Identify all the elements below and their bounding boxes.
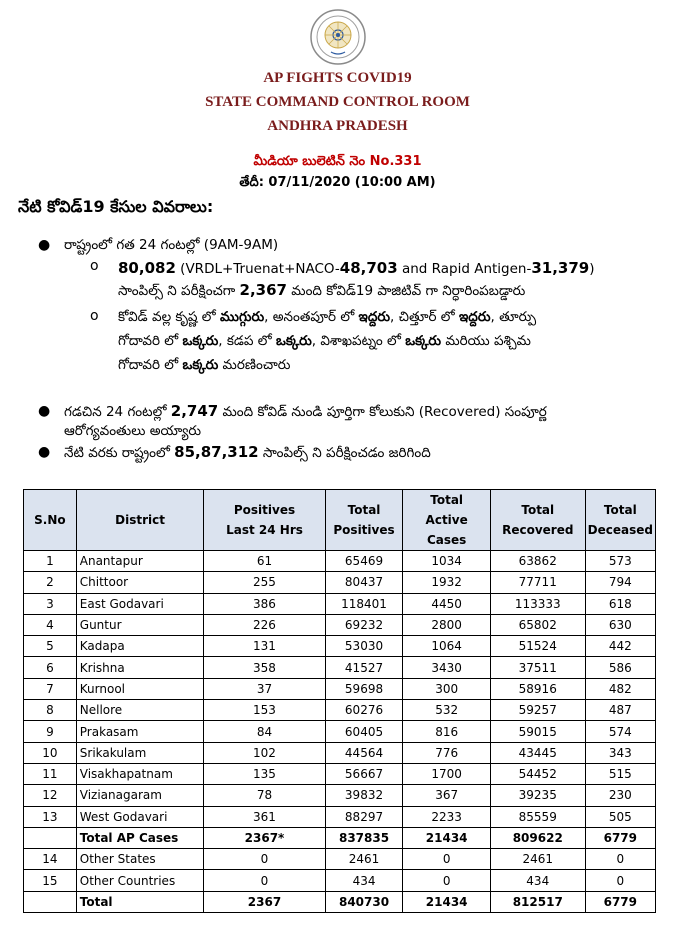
cell-sno: 7	[24, 678, 77, 699]
cell-recovered: 2461	[490, 849, 585, 870]
cell-sno	[24, 891, 77, 912]
total-samples-line	[64, 442, 431, 463]
cell-active-cases: 532	[403, 700, 490, 721]
cell-positives-24h: 0	[204, 849, 325, 870]
deaths-line-3	[118, 355, 290, 375]
cell-active-cases: 816	[403, 721, 490, 742]
header-deceased: Total Deceased	[585, 490, 655, 551]
cell-district: Other States	[76, 849, 204, 870]
cell-deceased: 482	[585, 678, 655, 699]
cell-recovered: 85559	[490, 806, 585, 827]
header-active-cases: Total Active Cases	[403, 490, 490, 551]
header-recovered: Total Recovered	[490, 490, 585, 551]
cell-active-cases: 1932	[403, 572, 490, 593]
cell-deceased: 6779	[585, 891, 655, 912]
recovered-text: మంది కోవిడ్ నుండి పూర్తిగా కోలుకుని (Recovered) సంపూర్ణ	[218, 404, 547, 420]
cell-active-cases: 1700	[403, 763, 490, 784]
deaths-text: మరణించారు	[218, 357, 291, 373]
deaths-text: , కడప లో	[218, 333, 276, 349]
cell-district: Other Countries	[76, 870, 204, 891]
recovered-line-1	[64, 401, 547, 422]
table-row	[24, 636, 656, 657]
cell-total-positives: 65469	[325, 551, 403, 572]
naco-count: 48,703	[339, 259, 398, 277]
recovered-text: గడచిన 24 గంటల్లో	[64, 404, 171, 420]
header-sno: S.No	[24, 490, 77, 551]
cell-district: Anantapur	[76, 551, 204, 572]
cell-district: Vizianagaram	[76, 785, 204, 806]
cell-active-cases: 1034	[403, 551, 490, 572]
cell-active-cases: 21434	[403, 891, 490, 912]
cell-total-positives: 60276	[325, 700, 403, 721]
cell-district: Srikakulam	[76, 742, 204, 763]
samples-breakdown-line	[118, 258, 595, 279]
cell-sno: 15	[24, 870, 77, 891]
cell-total-positives: 837835	[325, 827, 403, 848]
cell-positives-24h: 153	[204, 700, 325, 721]
deaths-chittoor: ఇద్దరు	[458, 309, 491, 325]
cell-active-cases: 776	[403, 742, 490, 763]
cell-recovered: 59257	[490, 700, 585, 721]
cell-recovered: 809622	[490, 827, 585, 848]
header-total-positives: Total Positives	[325, 490, 403, 551]
deaths-anantapur: ఇద్దరు	[358, 309, 391, 325]
samples-mid-text: (VRDL+Truenat+NACO-	[175, 261, 340, 277]
deaths-text: గోదావరి లో	[118, 333, 183, 349]
recovered-count: 2,747	[170, 402, 219, 420]
cell-deceased: 573	[585, 551, 655, 572]
cell-positives-24h: 2367*	[204, 827, 325, 848]
cell-active-cases: 0	[403, 849, 490, 870]
cell-active-cases: 3430	[403, 657, 490, 678]
cell-positives-24h: 358	[204, 657, 325, 678]
table-row	[24, 657, 656, 678]
cell-total-positives: 840730	[325, 891, 403, 912]
cell-district: Kadapa	[76, 636, 204, 657]
cell-positives-24h: 84	[204, 721, 325, 742]
header-positives-24h: Positives Last 24 Hrs	[204, 490, 325, 551]
positives-text-start: సాంపిల్స్ ని పరీక్షించగా	[118, 283, 240, 299]
cell-deceased: 794	[585, 572, 655, 593]
tests-24h-text: రాష్ట్రంలో గత 24 గంటల్లో (9AM-9AM)	[64, 237, 279, 253]
andhra-pradesh-emblem-icon	[309, 8, 367, 66]
cell-sno: 5	[24, 636, 77, 657]
cell-sno: 6	[24, 657, 77, 678]
bulletin-date	[0, 175, 675, 193]
cell-district: Guntur	[76, 614, 204, 635]
sub-bullet-circle-icon: o	[90, 258, 99, 274]
district-cases-table	[23, 489, 656, 913]
cell-sno: 13	[24, 806, 77, 827]
total-samples-count: 85,87,312	[174, 443, 259, 461]
deaths-text: , విశాఖపట్నం లో	[311, 333, 406, 349]
cell-deceased: 618	[585, 593, 655, 614]
cell-sno: 12	[24, 785, 77, 806]
cell-sno: 9	[24, 721, 77, 742]
cell-active-cases: 367	[403, 785, 490, 806]
cell-sno: 10	[24, 742, 77, 763]
table-row	[24, 551, 656, 572]
cell-district: Chittoor	[76, 572, 204, 593]
cell-district: East Godavari	[76, 593, 204, 614]
cell-sno	[24, 827, 77, 848]
cell-total-positives: 41527	[325, 657, 403, 678]
table-row	[24, 763, 656, 784]
cell-positives-24h: 131	[204, 636, 325, 657]
deaths-krishna: ముగ్గురు	[219, 309, 265, 325]
section-title: నేటి కోవిడ్19 కేసుల వివరాలు:	[18, 197, 214, 216]
cell-recovered: 77711	[490, 572, 585, 593]
cell-deceased: 505	[585, 806, 655, 827]
cell-sno: 14	[24, 849, 77, 870]
table-row	[24, 721, 656, 742]
cell-recovered: 51524	[490, 636, 585, 657]
cell-deceased: 586	[585, 657, 655, 678]
deaths-line-1	[118, 307, 536, 327]
cell-total-positives: 69232	[325, 614, 403, 635]
cell-sno: 1	[24, 551, 77, 572]
cell-total-positives: 44564	[325, 742, 403, 763]
cell-total-positives: 60405	[325, 721, 403, 742]
table-row	[24, 678, 656, 699]
cell-recovered: 59015	[490, 721, 585, 742]
sub-bullet-circle-icon: o	[90, 308, 99, 324]
cell-positives-24h: 37	[204, 678, 325, 699]
cell-total-positives: 39832	[325, 785, 403, 806]
deaths-text: , అనంతపూర్ లో	[264, 309, 359, 325]
cell-sno: 8	[24, 700, 77, 721]
cell-active-cases: 0	[403, 870, 490, 891]
cell-deceased: 0	[585, 849, 655, 870]
cell-deceased: 0	[585, 870, 655, 891]
cell-sno: 4	[24, 614, 77, 635]
cell-deceased: 515	[585, 763, 655, 784]
cell-positives-24h: 0	[204, 870, 325, 891]
cell-positives-24h: 135	[204, 763, 325, 784]
recovered-line-2: ఆరోగ్యవంతులు అయ్యారు	[64, 423, 202, 439]
cell-positives-24h: 102	[204, 742, 325, 763]
positives-text-end: మంది కోవిడ్19 పాజిటివ్ గా నిర్ధారింపబడ్డారు	[287, 283, 526, 299]
cell-total-positives: 56667	[325, 763, 403, 784]
deaths-text: , తూర్పు	[490, 309, 537, 325]
table-header-row	[24, 490, 656, 551]
cell-positives-24h: 361	[204, 806, 325, 827]
cell-sno: 2	[24, 572, 77, 593]
table-row	[24, 849, 656, 870]
cell-district: Krishna	[76, 657, 204, 678]
cell-positives-24h: 255	[204, 572, 325, 593]
cell-total-positives: 434	[325, 870, 403, 891]
cell-total-positives: 2461	[325, 849, 403, 870]
table-row	[24, 742, 656, 763]
cell-total-positives: 53030	[325, 636, 403, 657]
cell-positives-24h: 78	[204, 785, 325, 806]
cell-recovered: 65802	[490, 614, 585, 635]
cell-district: Prakasam	[76, 721, 204, 742]
cell-active-cases: 1064	[403, 636, 490, 657]
bullet-dot-icon: ●	[38, 403, 51, 419]
cell-recovered: 63862	[490, 551, 585, 572]
table-row	[24, 870, 656, 891]
deaths-kadapa: ఒక్కరు	[275, 333, 312, 349]
header-district: District	[76, 490, 204, 551]
samples-mid-text-2: and Rapid Antigen-	[397, 261, 532, 277]
cell-total-positives: 80437	[325, 572, 403, 593]
header-line-2: STATE COMMAND CONTROL ROOM	[205, 94, 470, 110]
deaths-line-2	[118, 331, 531, 351]
cell-positives-24h: 226	[204, 614, 325, 635]
cell-total-positives: 118401	[325, 593, 403, 614]
table-row	[24, 593, 656, 614]
cell-sno: 3	[24, 593, 77, 614]
cell-sno: 11	[24, 763, 77, 784]
cell-recovered: 434	[490, 870, 585, 891]
table-row	[24, 891, 656, 912]
table-row	[24, 700, 656, 721]
cell-positives-24h: 61	[204, 551, 325, 572]
header-line-3: ANDHRA PRADESH	[267, 118, 408, 134]
positives-count: 2,367	[239, 281, 287, 299]
deaths-visakhapatnam: ఒక్కరు	[405, 333, 442, 349]
rapid-count: 31,379	[531, 259, 590, 277]
cell-recovered: 58916	[490, 678, 585, 699]
deaths-text: కోవిడ్ వల్ల కృష్ణ లో	[118, 309, 220, 325]
bullet-dot-icon: ●	[38, 444, 51, 460]
table-row	[24, 827, 656, 848]
cell-recovered: 39235	[490, 785, 585, 806]
cell-active-cases: 2233	[403, 806, 490, 827]
cell-district: Total AP Cases	[76, 827, 204, 848]
cell-total-positives: 59698	[325, 678, 403, 699]
cell-district: Nellore	[76, 700, 204, 721]
cell-recovered: 54452	[490, 763, 585, 784]
cell-deceased: 442	[585, 636, 655, 657]
cell-positives-24h: 386	[204, 593, 325, 614]
deaths-west-godavari: ఒక్కరు	[182, 357, 219, 373]
cell-deceased: 230	[585, 785, 655, 806]
cell-active-cases: 2800	[403, 614, 490, 635]
cell-deceased: 630	[585, 614, 655, 635]
date-value: : 07/11/2020 (10:00 AM)	[258, 175, 436, 190]
date-label: తేదీ	[239, 175, 259, 190]
table-row	[24, 572, 656, 593]
cell-deceased: 6779	[585, 827, 655, 848]
total-samples-text: సాంపిల్స్ ని పరీక్షించడం జరిగింది	[258, 445, 431, 461]
positives-line	[118, 280, 525, 301]
cell-positives-24h: 2367	[204, 891, 325, 912]
samples-end-text: )	[589, 261, 595, 277]
cell-recovered: 113333	[490, 593, 585, 614]
deaths-east-godavari: ఒక్కరు	[182, 333, 219, 349]
cell-deceased: 574	[585, 721, 655, 742]
table-row	[24, 806, 656, 827]
deaths-text: , చిత్తూర్ లో	[390, 309, 459, 325]
cell-district: West Godavari	[76, 806, 204, 827]
cell-active-cases: 21434	[403, 827, 490, 848]
cell-recovered: 37511	[490, 657, 585, 678]
header-line-1: AP FIGHTS COVID19	[263, 70, 412, 86]
cell-active-cases: 4450	[403, 593, 490, 614]
deaths-text: గోదావరి లో	[118, 357, 183, 373]
samples-count: 80,082	[118, 259, 176, 277]
cell-active-cases: 300	[403, 678, 490, 699]
cell-deceased: 487	[585, 700, 655, 721]
cell-district: Visakhapatnam	[76, 763, 204, 784]
deaths-text: మరియు పశ్చిమ	[441, 333, 531, 349]
cell-district: Kurnool	[76, 678, 204, 699]
cell-district: Total	[76, 891, 204, 912]
table-row	[24, 785, 656, 806]
total-samples-text: నేటి వరకు రాష్ట్రంలో	[64, 445, 175, 461]
bulletin-number: మీడియా బులెటిన్ నెం No.331	[253, 154, 422, 169]
cell-total-positives: 88297	[325, 806, 403, 827]
table-row	[24, 614, 656, 635]
cell-recovered: 812517	[490, 891, 585, 912]
bullet-dot-icon: ●	[38, 237, 51, 253]
cell-deceased: 343	[585, 742, 655, 763]
cell-recovered: 43445	[490, 742, 585, 763]
